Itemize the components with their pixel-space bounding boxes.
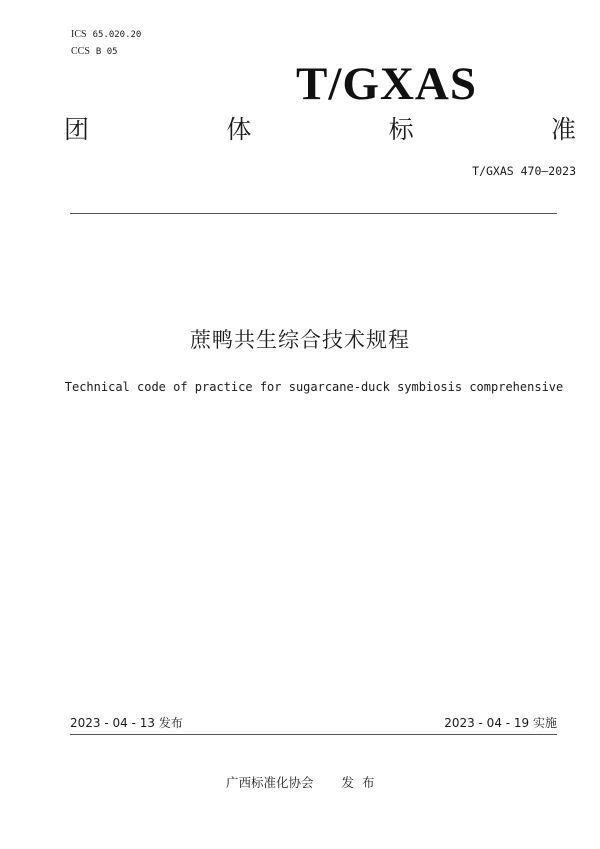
- standard-type-char: 团: [64, 115, 90, 144]
- ccs-code: B 05: [95, 47, 118, 57]
- standard-type-char: 准: [550, 115, 576, 144]
- publisher-action: 发布: [341, 775, 383, 790]
- implementation-date: 2023 - 04 - 19 实施: [444, 716, 557, 730]
- ccs-classification: [71, 46, 118, 58]
- title-chinese: 蔗鸭共生综合技术规程: [190, 328, 410, 352]
- standard-number: T/GXAS 470—2023: [472, 164, 576, 178]
- publisher-name: 广西标准化协会: [226, 775, 314, 790]
- ccs-label: CCS: [71, 46, 90, 57]
- top-divider: [70, 213, 557, 214]
- standard-type-char: 体: [226, 115, 252, 144]
- ics-classification: [71, 29, 141, 41]
- standard-type-char: 标: [388, 115, 414, 144]
- bottom-divider: [70, 734, 557, 735]
- standard-logo: T/GXAS: [296, 58, 477, 110]
- title-english: Technical code of practice for sugarcane-duck symbiosis comprehensive: [64, 380, 564, 394]
- publisher: [226, 775, 383, 791]
- ics-code: 65.020.20: [92, 30, 142, 40]
- ics-label: ICS: [71, 29, 87, 40]
- standard-type-heading: [64, 115, 576, 145]
- issue-date: 2023 - 04 - 13 发布: [70, 716, 183, 730]
